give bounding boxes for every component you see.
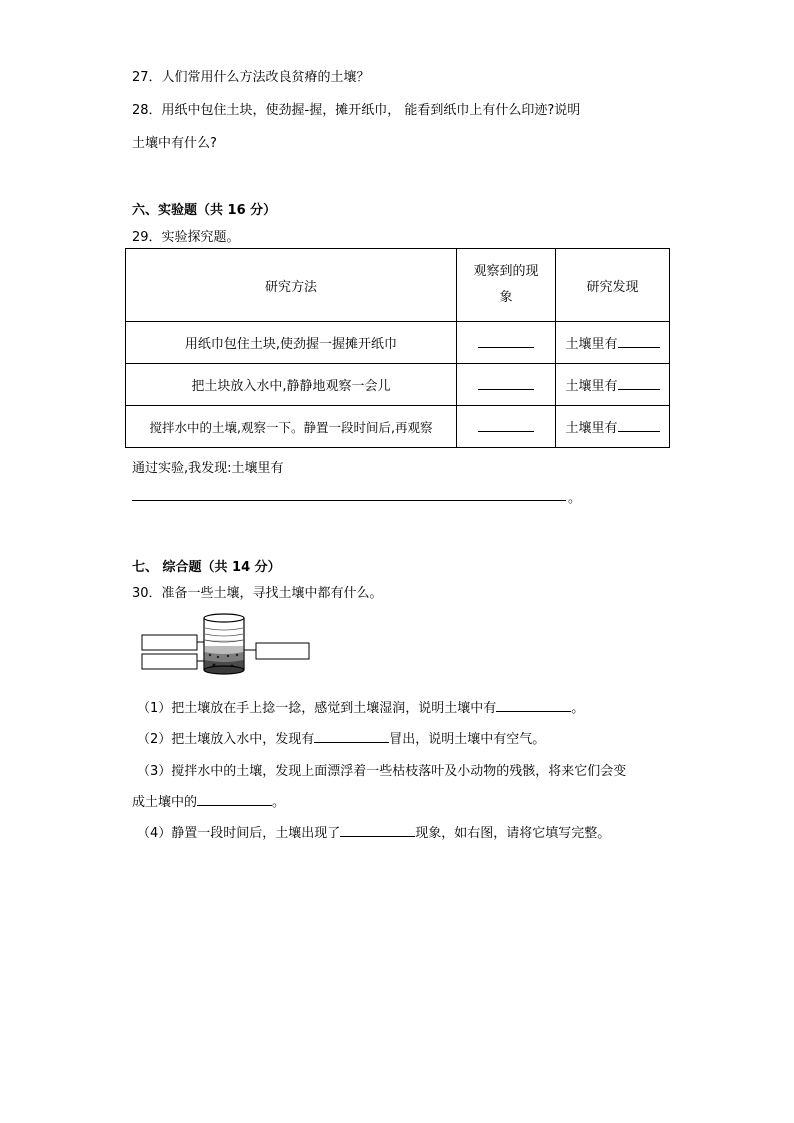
sub1-text: （1）把土壤放在手上捻一捻，感觉到土壤湿润，说明土壤中有 bbox=[137, 701, 497, 716]
observe-cell bbox=[457, 406, 556, 448]
conclusion-text: 通过实验,我发现:土壤里有 bbox=[132, 461, 284, 476]
observe-blank[interactable] bbox=[478, 333, 534, 348]
header-finding: 研究发现 bbox=[556, 249, 670, 322]
header-observe bbox=[457, 249, 556, 322]
finding-blank[interactable] bbox=[618, 333, 660, 348]
observe-cell bbox=[457, 364, 556, 406]
observe-blank[interactable] bbox=[478, 417, 534, 432]
header-observe-line1: 观察到的现 bbox=[473, 264, 539, 279]
sub2-text: （2）把土壤放入水中，发现有 bbox=[137, 732, 315, 747]
sub3-blank[interactable] bbox=[197, 791, 272, 806]
finding-label: 土壤里有 bbox=[565, 337, 618, 352]
soil-layers-figure bbox=[140, 610, 315, 678]
table-row bbox=[126, 406, 670, 448]
conclusion-answer-line[interactable] bbox=[132, 500, 566, 501]
sub-question-3-line2 bbox=[132, 791, 285, 810]
table-header-row bbox=[126, 249, 670, 322]
sub3-end: 。 bbox=[272, 795, 286, 810]
observe-blank[interactable] bbox=[478, 375, 534, 390]
sub-question-3-line1: （3）搅拌水中的土壤，发现上面漂浮着一些枯枝落叶及小动物的残骸，将来它们会变 bbox=[137, 764, 627, 779]
question-28-line2: 土壤中有什么? bbox=[132, 136, 217, 151]
finding-label: 土壤里有 bbox=[565, 379, 618, 394]
observe-cell bbox=[457, 322, 556, 364]
section-7-title: 七、 综合题（共 14 分） bbox=[132, 560, 281, 575]
sub4-text: （4）静置一段时间后，土壤出现了 bbox=[137, 826, 341, 841]
sub4-end: 现象，如右图，请将它填写完整。 bbox=[415, 826, 611, 841]
finding-cell bbox=[556, 322, 670, 364]
sub-question-1 bbox=[137, 697, 584, 716]
finding-cell bbox=[556, 364, 670, 406]
finding-cell bbox=[556, 406, 670, 448]
question-29: 29．实验探究题。 bbox=[132, 230, 240, 245]
section-6-title: 六、实验题（共 16 分） bbox=[132, 203, 277, 218]
method-cell: 用纸巾包住土块,使劲握一握摊开纸巾 bbox=[126, 322, 457, 364]
method-cell: 把土块放入水中,静静地观察一会儿 bbox=[126, 364, 457, 406]
finding-label: 土壤里有 bbox=[565, 421, 618, 436]
sub2-end: 冒出，说明土壤中有空气。 bbox=[389, 732, 546, 747]
finding-blank[interactable] bbox=[618, 375, 660, 390]
question-28-line1: 28．用纸中包住土块，使劲握-握，摊开纸巾， 能看到纸巾上有什么印迹?说明 bbox=[132, 103, 581, 118]
header-observe-line2: 象 bbox=[499, 290, 513, 305]
label-box-bottom-left[interactable] bbox=[142, 654, 197, 669]
sub-question-2 bbox=[137, 728, 545, 747]
question-30: 30．准备一些土壤，寻找土壤中都有什么。 bbox=[132, 586, 383, 601]
sub-question-4 bbox=[137, 822, 610, 841]
table-row bbox=[126, 322, 670, 364]
sub1-end: 。 bbox=[571, 701, 585, 716]
sub1-blank[interactable] bbox=[496, 697, 571, 712]
method-cell: 搅拌水中的土壤,观察一下。静置一段时间后,再观察 bbox=[126, 406, 457, 448]
conclusion-period: 。 bbox=[568, 491, 582, 506]
table-row bbox=[126, 364, 670, 406]
beaker-icon bbox=[204, 614, 244, 674]
experiment-table bbox=[125, 248, 670, 448]
finding-blank[interactable] bbox=[618, 417, 660, 432]
sub2-blank[interactable] bbox=[314, 728, 389, 743]
sub4-blank[interactable] bbox=[340, 822, 415, 837]
label-box-top-left[interactable] bbox=[142, 635, 197, 650]
label-box-right[interactable] bbox=[256, 643, 309, 659]
header-method: 研究方法 bbox=[126, 249, 457, 322]
sub3-text: 成土壤中的 bbox=[132, 795, 198, 810]
question-27: 27．人们常用什么方法改良贫瘠的土壤？ bbox=[132, 70, 370, 85]
